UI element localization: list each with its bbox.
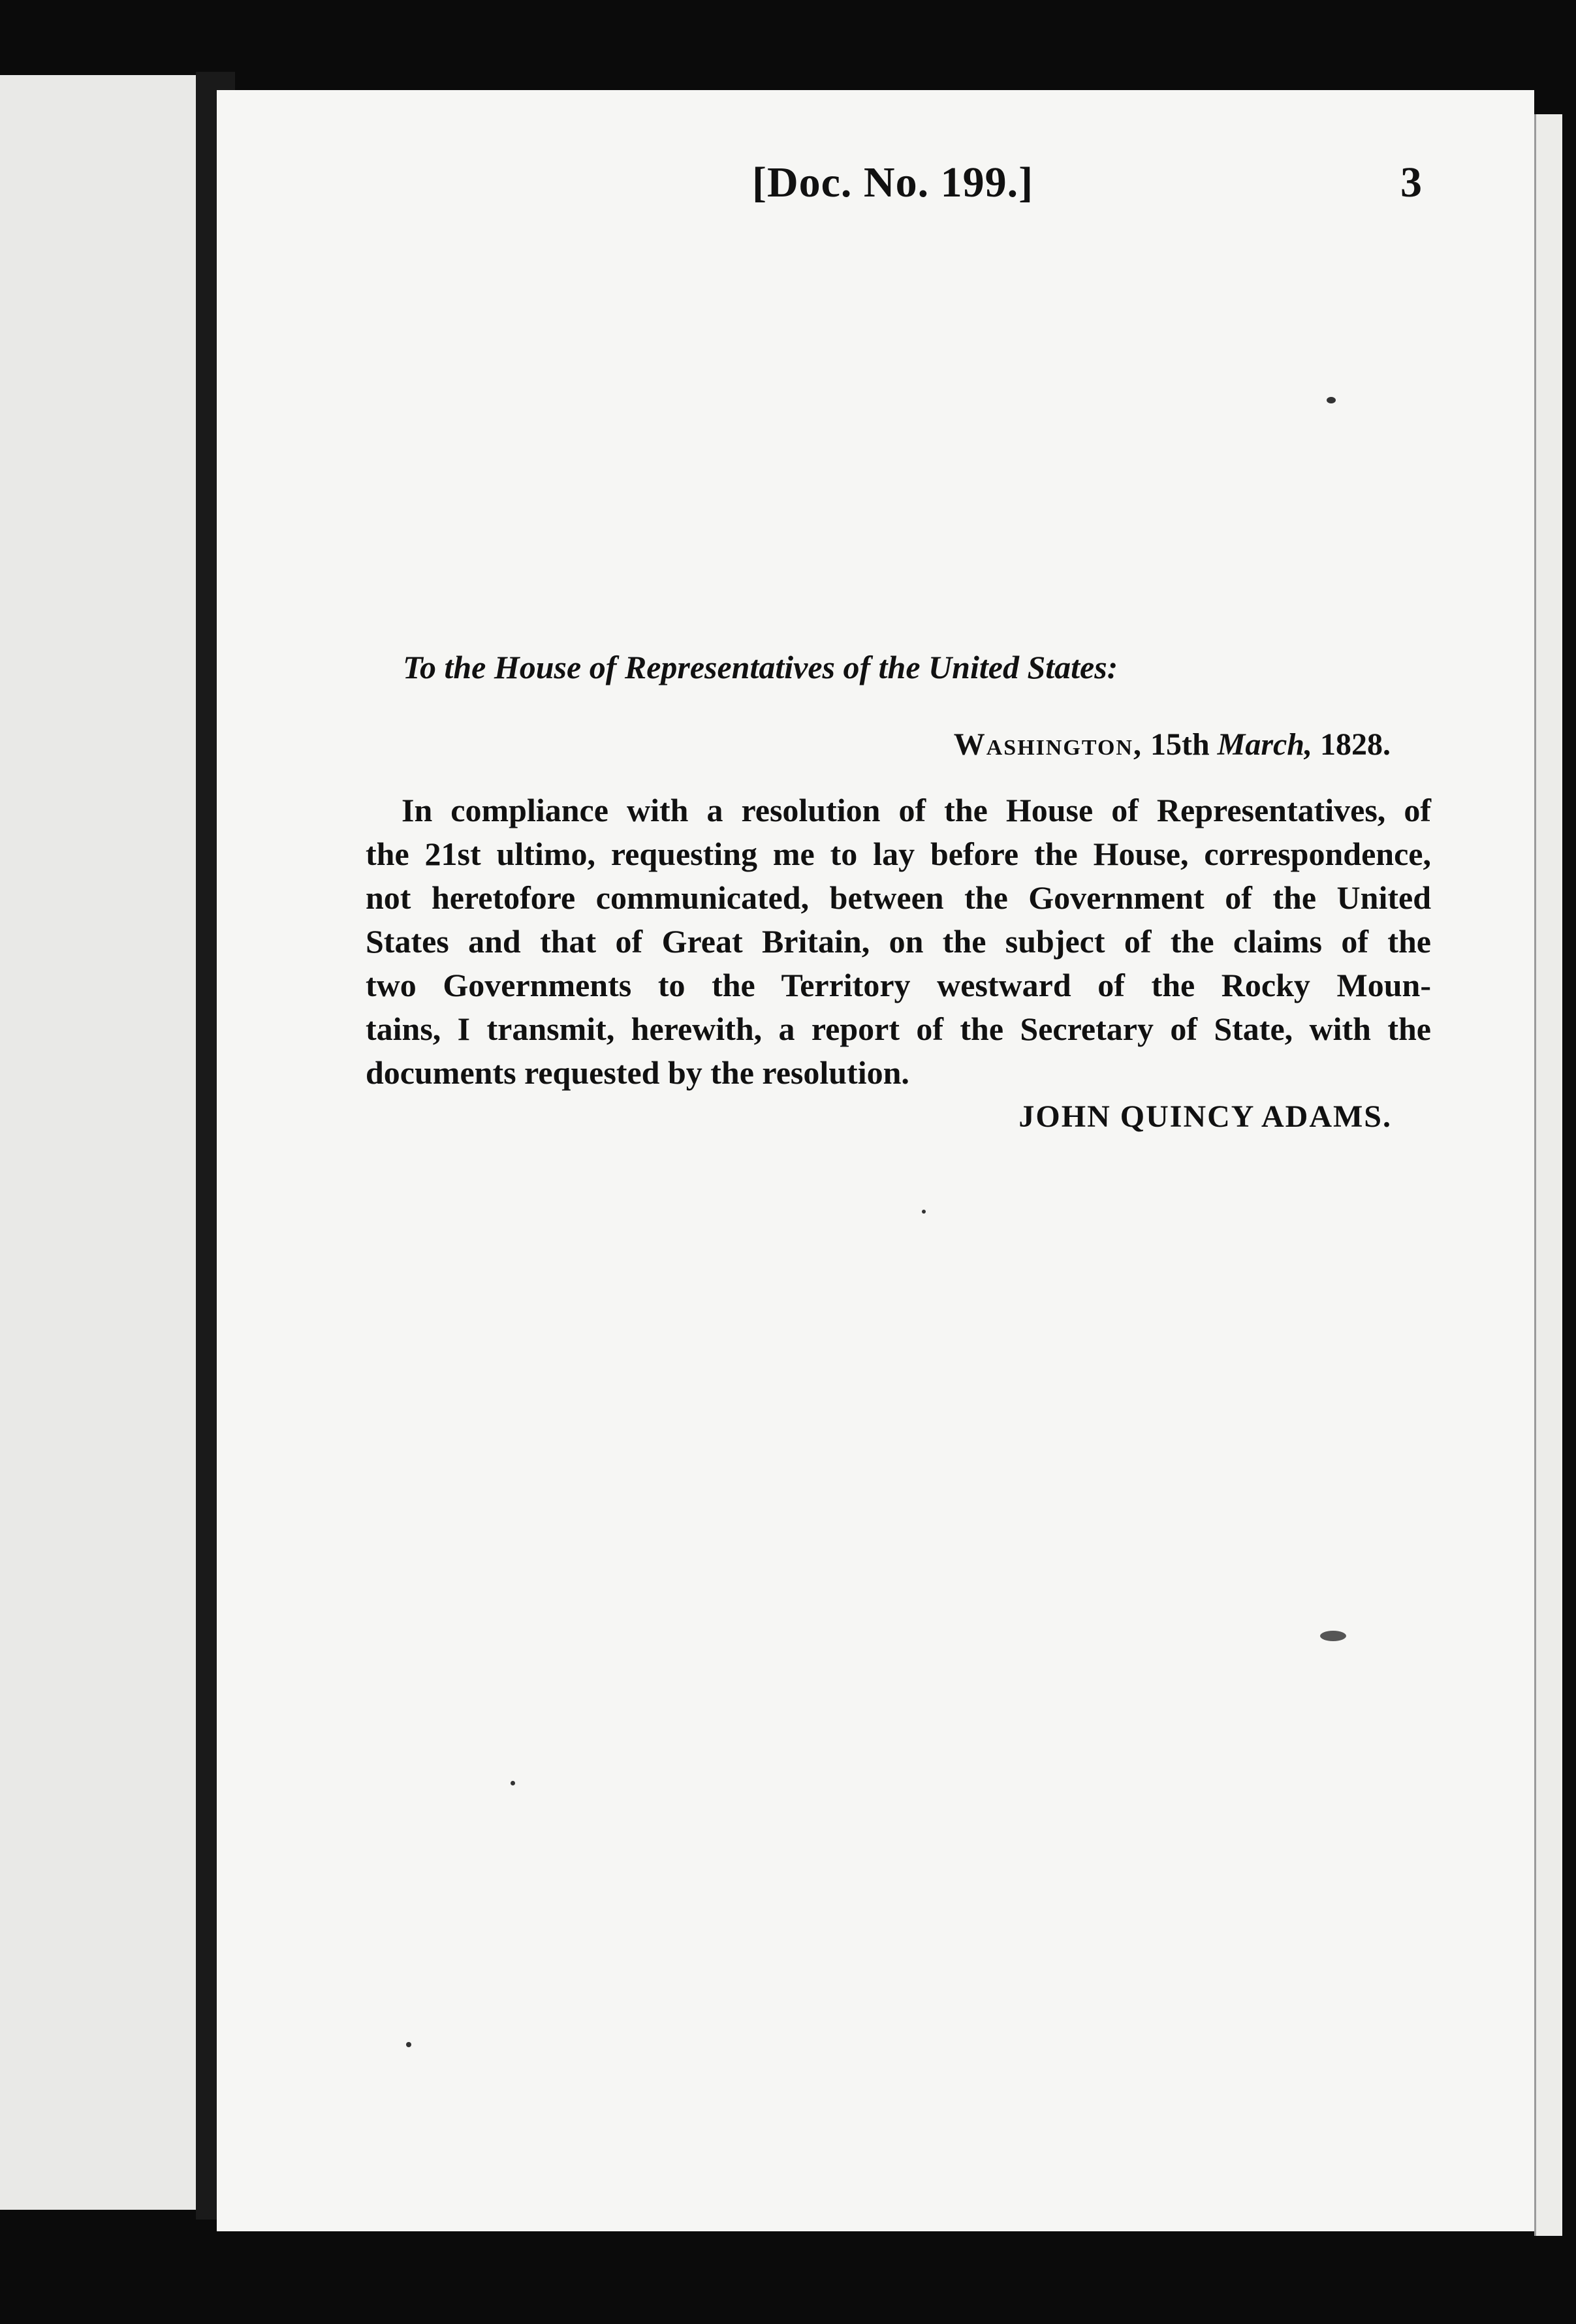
- dateline: [866, 727, 1391, 762]
- paper-speck: [1327, 397, 1336, 403]
- body-line: not heretofore communicated, between the Government of the United: [366, 879, 1431, 916]
- page-number: 3: [1400, 159, 1422, 206]
- body-line: tains, I transmit, herewith, a report of the Secretary of State, with the: [366, 1011, 1431, 1047]
- body-line: documents requested by the resolution.: [366, 1054, 909, 1091]
- salutation: To the House of Representatives of the United States:: [403, 649, 1118, 685]
- paper-speck: [511, 1781, 515, 1785]
- dateline-day: 15th: [1150, 727, 1210, 762]
- signature: JOHN QUINCY ADAMS.: [1018, 1099, 1392, 1134]
- body-line: States and that of Great Britain, on the subject of the claims of the: [366, 923, 1431, 960]
- paper-speck: [1320, 1631, 1346, 1641]
- body-line: In compliance with a resolution of the House of Representatives, of: [402, 792, 1431, 828]
- document-page: [217, 90, 1534, 2231]
- paper-speck: [922, 1210, 926, 1214]
- document-reference: [Doc. No. 199.]: [752, 159, 1034, 206]
- paper-speck: [406, 2042, 411, 2047]
- page-stack-edge: [1534, 114, 1562, 2236]
- dateline-place: Washington,: [953, 727, 1143, 762]
- running-header: [217, 158, 1534, 210]
- dateline-month: March,: [1217, 727, 1312, 762]
- body-line: the 21st ultimo, requesting me to lay before the House, correspondence,: [366, 836, 1431, 872]
- body-line: two Governments to the Territory westward of the Rocky Moun-: [366, 967, 1431, 1003]
- letter-body: [366, 789, 1431, 1095]
- dateline-year: 1828.: [1320, 727, 1391, 762]
- facing-page-edge: [0, 75, 196, 2210]
